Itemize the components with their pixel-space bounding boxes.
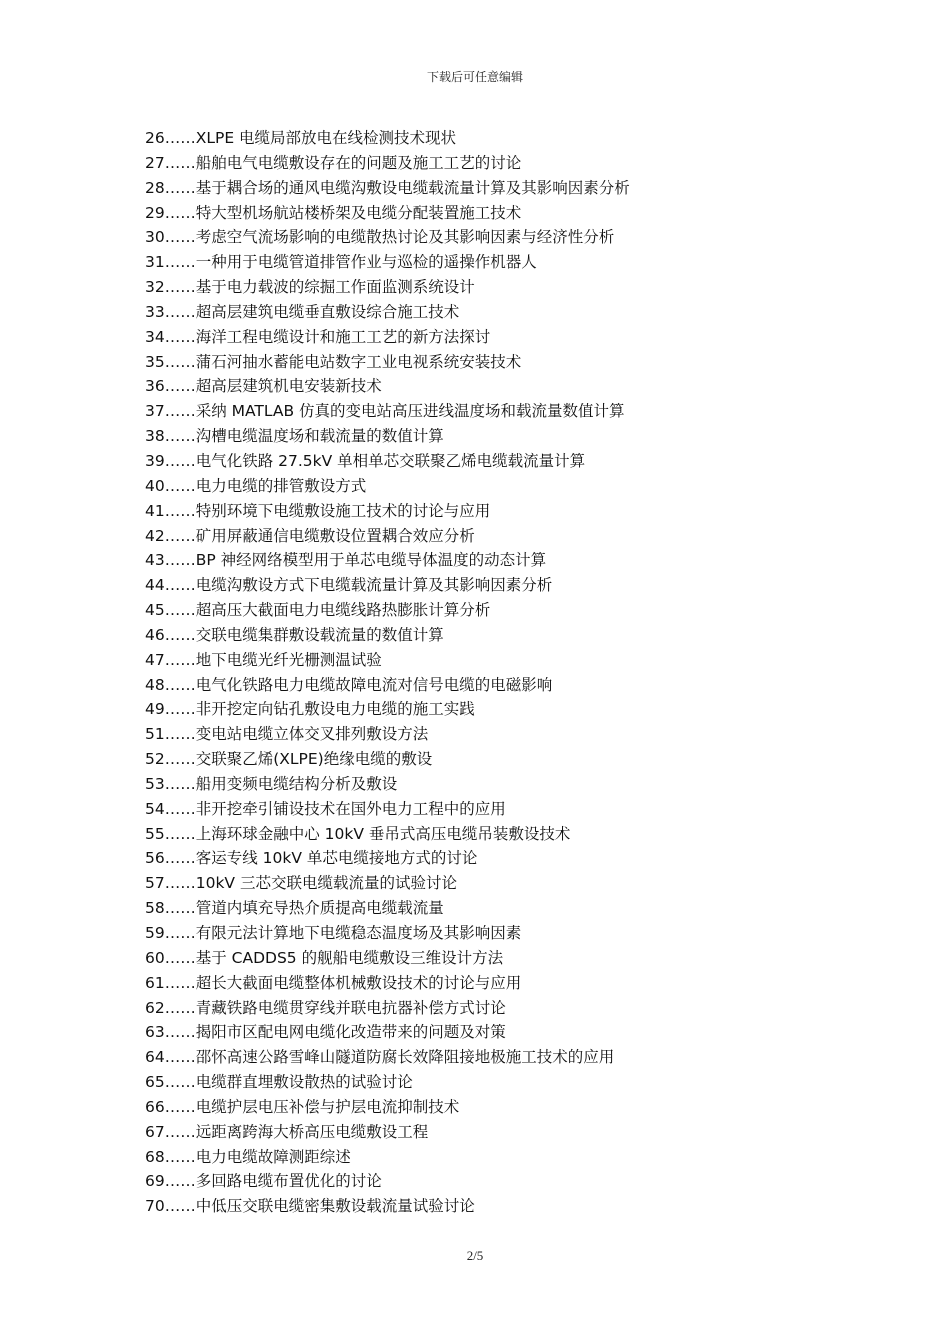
list-item: 31……一种用于电缆管道排管作业与巡检的遥操作机器人 <box>145 253 537 272</box>
list-item: 37……采纳 MATLAB 仿真的变电站高压进线温度场和载流量数值计算 <box>145 402 625 421</box>
list-item: 34……海洋工程电缆设计和施工工艺的新方法探讨 <box>145 327 491 346</box>
list-item: 53……船用变频电缆结构分析及敷设 <box>145 774 398 793</box>
list-item: 42……矿用屏蔽通信电缆敷设位置耦合效应分析 <box>145 526 475 545</box>
entry-list <box>145 126 845 1219</box>
list-item: 28……基于耦合场的通风电缆沟敷设电缆载流量计算及其影响因素分析 <box>145 178 630 197</box>
list-item: 51……变电站电缆立体交叉排列敷设方法 <box>145 725 429 744</box>
list-item: 43……BP 神经网络模型用于单芯电缆导体温度的动态计算 <box>145 551 547 570</box>
list-item: 66……电缆护层电压补偿与护层电流抑制技术 <box>145 1097 460 1116</box>
list-item: 57……10kV 三芯交联电缆载流量的试验讨论 <box>145 874 457 893</box>
list-item: 69……多回路电缆布置优化的讨论 <box>145 1172 382 1191</box>
list-item: 38……沟槽电缆温度场和载流量的数值计算 <box>145 427 444 446</box>
list-item: 60……基于 CADDS5 的舰船电缆敷设三维设计方法 <box>145 948 504 967</box>
page-number: 2/5 <box>466 1248 484 1263</box>
list-item: 36……超高层建筑机电安装新技术 <box>145 377 382 396</box>
list-item: 41……特别环境下电缆敷设施工技术的讨论与应用 <box>145 501 491 520</box>
list-item: 61……超长大截面电缆整体机械敷设技术的讨论与应用 <box>145 973 522 992</box>
list-item: 47……地下电缆光纤光栅测温试验 <box>145 650 382 669</box>
list-item: 55……上海环球金融中心 10kV 垂吊式高压电缆吊装敷设技术 <box>145 824 571 843</box>
list-item: 58……管道内填充导热介质提高电缆载流量 <box>145 899 444 918</box>
list-item: 64……邵怀高速公路雪峰山隧道防腐长效降阻接地极施工技术的应用 <box>145 1048 615 1067</box>
list-item: 35……蒲石河抽水蓄能电站数字工业电视系统安装技术 <box>145 352 522 371</box>
list-item: 44……电缆沟敷设方式下电缆载流量计算及其影响因素分析 <box>145 576 553 595</box>
page-header: 下载后可任意编辑 <box>426 70 523 84</box>
list-item: 30……考虑空气流场影响的电缆散热讨论及其影响因素与经济性分析 <box>145 228 615 247</box>
list-item: 29……特大型机场航站楼桥架及电缆分配装置施工技术 <box>145 203 522 222</box>
list-item: 40……电力电缆的排管敷设方式 <box>145 476 367 495</box>
list-item: 56……客运专线 10kV 单芯电缆接地方式的讨论 <box>145 849 478 868</box>
list-item: 59……有限元法计算地下电缆稳态温度场及其影响因素 <box>145 924 522 942</box>
list-item: 62……青藏铁路电缆贯穿线并联电抗器补偿方式讨论 <box>145 998 506 1017</box>
list-item: 39……电气化铁路 27.5kV 单相单芯交联聚乙烯电缆载流量计算 <box>145 451 586 470</box>
list-item: 65……电缆群直埋敷设散热的试验讨论 <box>145 1073 413 1092</box>
list-item: 32……基于电力载波的综掘工作面监测系统设计 <box>145 278 475 297</box>
list-item: 46……交联电缆集群敷设载流量的数值计算 <box>145 625 444 644</box>
list-item: 49……非开挖定向钻孔敷设电力电缆的施工实践 <box>145 700 475 719</box>
list-item: 48……电气化铁路电力电缆故障电流对信号电缆的电磁影响 <box>145 675 553 694</box>
list-item: 70……中低压交联电缆密集敷设载流量试验讨论 <box>145 1197 475 1216</box>
list-item: 33……超高层建筑电缆垂直敷设综合施工技术 <box>145 302 460 321</box>
list-item: 52……交联聚乙烯(XLPE)绝缘电缆的敷设 <box>145 750 433 769</box>
list-item: 54……非开挖牵引铺设技术在国外电力工程中的应用 <box>145 799 506 818</box>
list-item: 26……XLPE 电缆局部放电在线检测技术现状 <box>145 129 457 147</box>
list-item: 68……电力电缆故障测距综述 <box>145 1147 351 1166</box>
list-item: 63……揭阳市区配电网电缆化改造带来的问题及对策 <box>145 1023 506 1042</box>
list-item: 45……超高压大截面电力电缆线路热膨胀计算分析 <box>145 601 491 620</box>
list-item: 27……船舶电气电缆敷设存在的问题及施工工艺的讨论 <box>145 153 522 172</box>
list-item: 67……远距离跨海大桥高压电缆敷设工程 <box>145 1122 429 1141</box>
